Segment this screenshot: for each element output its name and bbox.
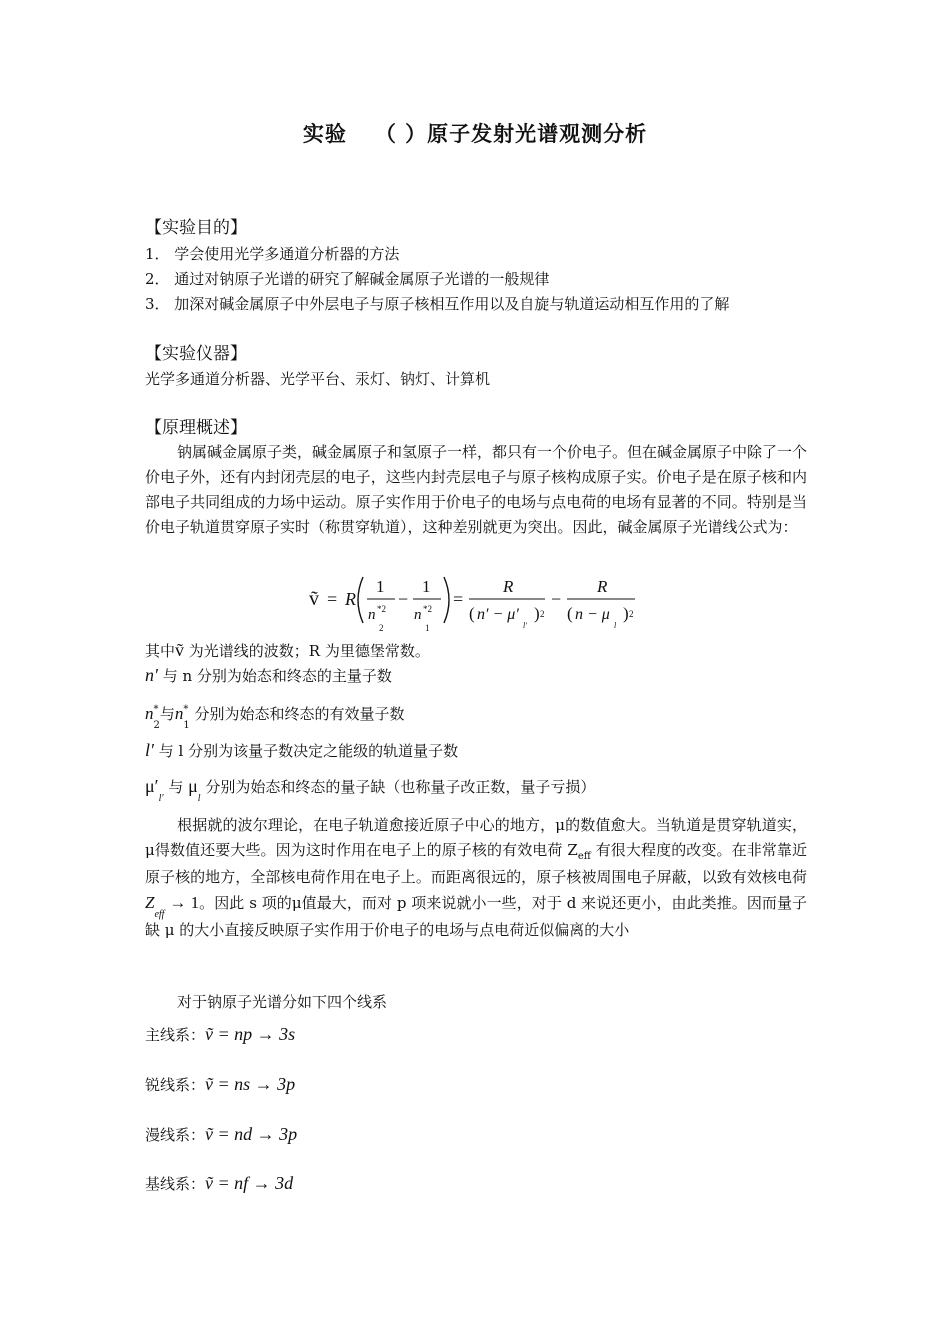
series-diffuse: 漫线系：ṽ = nd → 3p xyxy=(145,1124,298,1144)
svg-text:2: 2 xyxy=(540,609,545,619)
rydberg-formula xyxy=(305,565,645,635)
svg-text:l′: l′ xyxy=(523,621,527,630)
page-title xyxy=(0,118,950,148)
svg-text:(: ( xyxy=(567,604,573,623)
purpose-item-3: 3． 加深对碱金属原子中外层电子与原子核相互作用以及自旋与轨道运动相互作用的了解 xyxy=(145,295,730,313)
svg-text:): ) xyxy=(623,604,629,623)
svg-text:−: − xyxy=(398,589,409,609)
svg-text:1: 1 xyxy=(422,577,431,596)
svg-text:−: − xyxy=(551,589,562,609)
svg-text:*2: *2 xyxy=(377,604,386,614)
principle-paragraph-3: 对于钠原子光谱分如下四个线系 xyxy=(177,993,388,1011)
svg-text:*2: *2 xyxy=(423,604,432,614)
series-fundamental: 基线系：ṽ = nf → 3d xyxy=(145,1173,294,1193)
svg-text:n: n xyxy=(414,607,422,623)
purpose-heading: 【实验目的】 xyxy=(145,218,247,238)
svg-text:(: ( xyxy=(469,604,475,623)
definition-wavenumber: 其中ṽ 为光谱线的波数；R 为里德堡常数。 xyxy=(145,640,430,660)
svg-text:1: 1 xyxy=(425,623,430,633)
svg-text:2: 2 xyxy=(379,623,384,633)
svg-text:R: R xyxy=(597,577,608,596)
svg-text:R: R xyxy=(503,577,514,596)
principle-paragraph-1: 钠属碱金属原子类，碱金属原子和氢原子一样，都只有一个价电子。但在碱金属原子中除了一个价电子外，还有内封闭壳层的电子，这些内封壳层电子与原子核构成原子实。价电子是在原子核和内部电子共同组成的力场中运动。原子实作用于价电子的电场与点电荷的电场有显著的不同。特别是当价电子轨道贯穿原子实时（称贯穿轨道），这种差别就更为突出。因此，碱金属原子光谱线公式为： xyxy=(145,443,808,536)
definition-quantum-defect: $\mu'_{l'}$ 与 $\mu_l$ 分别为始态和终态的量子缺（也称量子改正数，量子亏损） xyxy=(145,776,596,804)
definition-orbital-quantum: l′ 与 l 分别为该量子数决定之能级的轨道量子数 xyxy=(145,740,459,760)
svg-text:n: n xyxy=(368,607,376,623)
purpose-item-1: 1． 学会使用光学多通道分析器的方法 xyxy=(145,245,400,263)
svg-text:l: l xyxy=(614,621,617,630)
svg-text:R: R xyxy=(345,589,356,609)
svg-text:=: = xyxy=(327,589,338,609)
svg-text:n − μ: n − μ xyxy=(575,606,610,623)
svg-text:n′ − μ′: n′ − μ′ xyxy=(477,606,519,623)
series-sharp: 锐线系：ṽ = ns → 3p xyxy=(145,1074,296,1094)
title-part2: （ ）原子发射光谱观测分析 xyxy=(374,122,648,146)
principle-heading: 【原理概述】 xyxy=(145,418,247,438)
svg-text:1: 1 xyxy=(376,577,385,596)
svg-text:): ) xyxy=(534,604,540,623)
principle-paragraph-2: 根据就的波尔理论，在电子轨道愈接近原子中心的地方，μ的数值愈大。当轨道是贯穿轨道实，μ得数值还要大些。因为这时作用在电子上的原子核的有效电荷 $Z_{eff}$ 有很大程度的改变。在非常靠近原子核的地方，全部核电荷作用在电子上。而距离很远的，原子核被周围电子屏蔽，以致有效核电荷 $Z_{eff} \to 1$。因此 s 项的μ值最大，而对 p 项来说就小一些，对于 d 来说还更小，由此类推。因而量子缺 μ 的大小直接反映原子实作用于价电子的电场与点电荷近似偏离的大小 xyxy=(145,816,808,939)
definition-principal-quantum: n′ 与 n 分别为始态和终态的主量子数 xyxy=(145,665,392,685)
svg-text:2: 2 xyxy=(629,609,634,619)
series-principal: 主线系：ṽ = np → 3s xyxy=(145,1024,296,1044)
instruments-heading: 【实验仪器】 xyxy=(145,344,247,364)
purpose-item-2: 2． 通过对钠原子光谱的研究了解碱金属原子光谱的一般规律 xyxy=(145,270,550,288)
svg-text:=: = xyxy=(453,589,464,609)
definition-effective-quantum: $n^*_2$与$n^*_1$ 分别为始态和终态的有效量子数 xyxy=(145,704,405,731)
instruments-text: 光学多通道分析器、光学平台、汞灯、钠灯、计算机 xyxy=(145,370,491,388)
title-part1: 实验 xyxy=(302,122,347,146)
svg-text:ṽ: ṽ xyxy=(309,588,319,610)
